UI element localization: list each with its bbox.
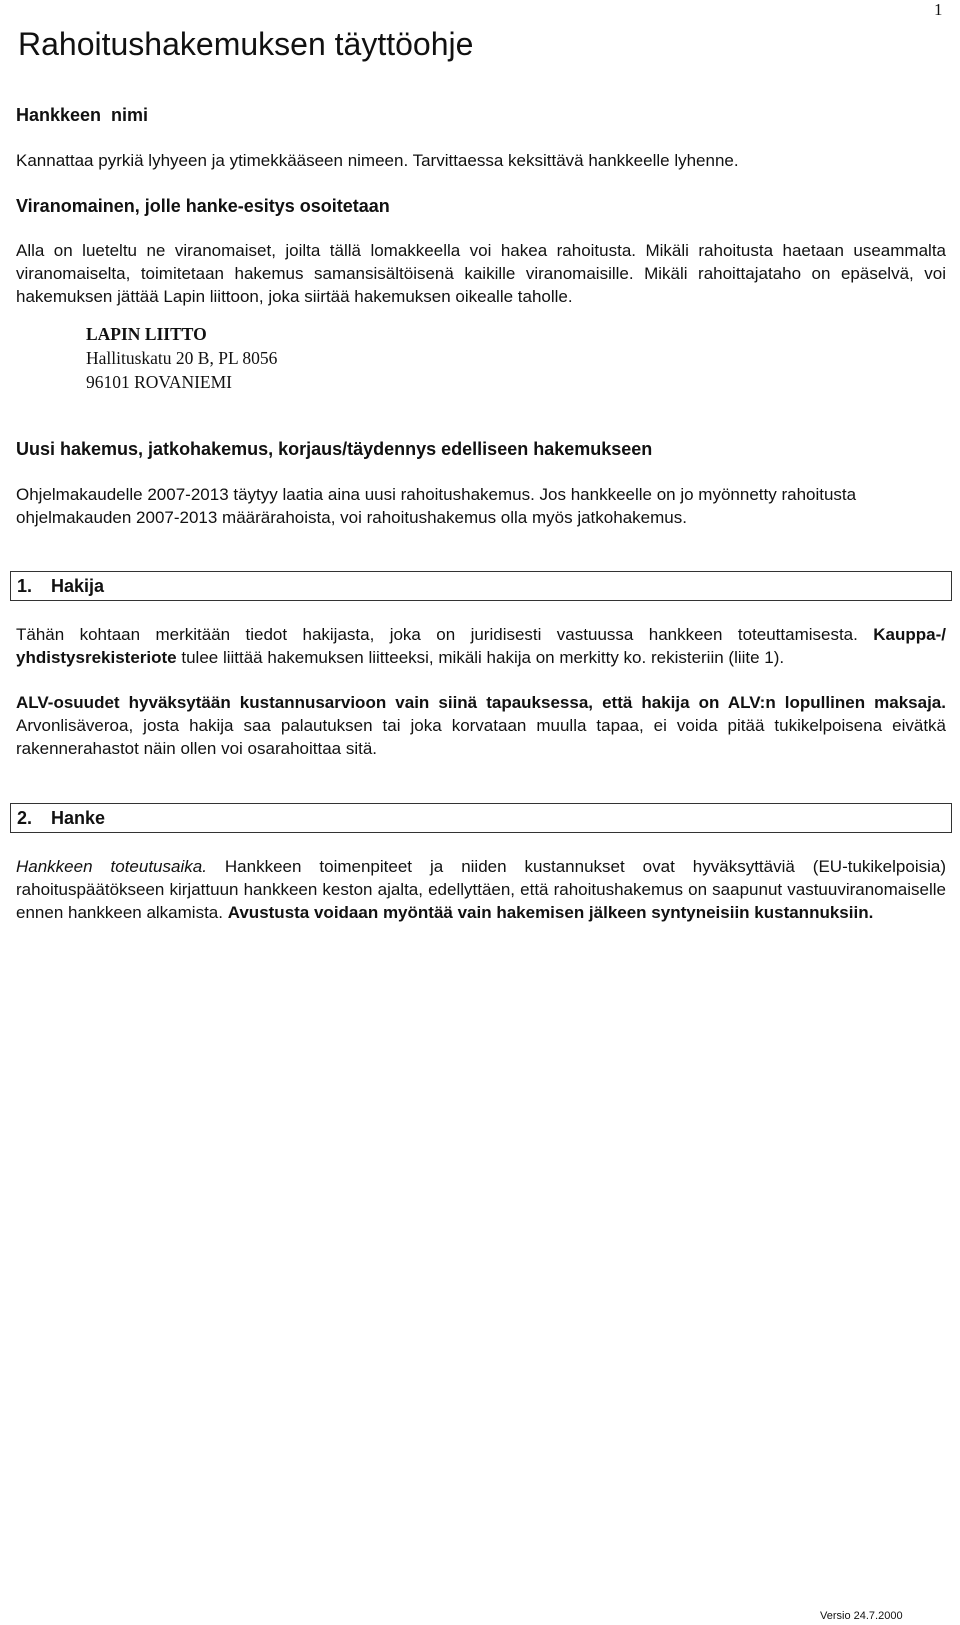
address-street: Hallituskatu 20 B, PL 8056 [86,348,278,368]
section-1-paragraph-2 [16,691,946,760]
application-type-heading: Uusi hakemus, jatkohakemus, korjaus/täydennys edelliseen hakemukseen [16,439,653,459]
version-footer: Versio 24.7.2000 [820,1610,903,1622]
address-org: LAPIN LIITTO [86,324,207,344]
register-extract-bold: Kauppa-/ yhdistysrekisteriote [16,625,946,667]
section-2-title: Hanke [51,807,106,828]
section-2-header [10,803,952,833]
authority-heading: Viranomainen, jolle hanke-esitys osoitetaan [16,196,390,216]
section-1-title: Hakija [51,575,105,596]
project-name-heading: Hankkeen nimi [16,105,149,125]
document-body [16,103,946,924]
implementation-time-italic: Hankkeen toteutusaika. [16,857,207,876]
implementation-time-text: Hankkeen toimenpiteet ja niiden kustannukset ovat hyväksyttäviä (EU-tukikelpoisia) rahoituspäätökseen kirjattuun hankkeen keston ajalta, edellyttäen, että rahoitushakemus on saapunut vastuuviranomaiselle ennen hankkeen alkamista. [16,857,946,922]
vat-bold: ALV-osuudet hyväksytään kustannusarvioon vain siinä tapauksessa, että hakija on ALV:n lopullinen maksaja. [16,693,946,712]
applicant-text: Tähän kohtaan merkitään tiedot hakijasta, joka on juridisesti vastuussa hankkeen toteuttamisesta. [16,625,858,644]
address-block [86,322,946,394]
page-number: 1 [934,0,943,19]
project-name-text: Kannattaa pyrkiä lyhyeen ja ytimekkääseen nimeen. Tarvittaessa keksittävä hankkeelle lyhenne. [16,151,739,170]
document-title: Rahoitushakemuksen täyttöohje [18,26,474,62]
authority-text: Alla on lueteltu ne viranomaiset, joilta tällä lomakkeella voi hakea rahoitusta. Mikäli rahoitusta haetaan useammalta viranomaiselta, toimitetaan hakemus samansisältöisenä kaikille viranomaisille. Mikäli rahoittajataho on epäselvä, voi hakemuksen jättää Lapin liittoon, joka siirtää hakemuksen oikealle taholle. [16,241,946,306]
section-2-number: 2. [17,807,33,828]
section-1-header [10,571,952,601]
section-1-number: 1. [17,575,33,596]
register-extract-text: tulee liittää hakemuksen liitteeksi, mikäli hakija on merkitty ko. rekisteriin (liite 1). [176,648,785,667]
section-2-paragraph [16,855,946,924]
grant-bold: Avustusta voidaan myöntää vain hakemisen jälkeen syntyneisiin kustannuksiin. [227,903,874,922]
address-city: 96101 ROVANIEMI [86,372,232,392]
section-1-paragraph-1 [16,623,946,669]
vat-text: Arvonlisäveroa, josta hakija saa palautuksen tai joka korvataan muulla tapaa, ei voida pitää tukikelpoisena eivätkä rakennerahastot näin ollen voi osarahoittaa sitä. [16,716,946,758]
application-type-text: Ohjelmakaudelle 2007-2013 täytyy laatia aina uusi rahoitushakemus. Jos hankkeelle on jo myönnetty rahoitusta ohjelmakauden 2007-2013 määrärahoista, voi rahoitushakemus olla myös jatkohakemus. [16,485,857,527]
